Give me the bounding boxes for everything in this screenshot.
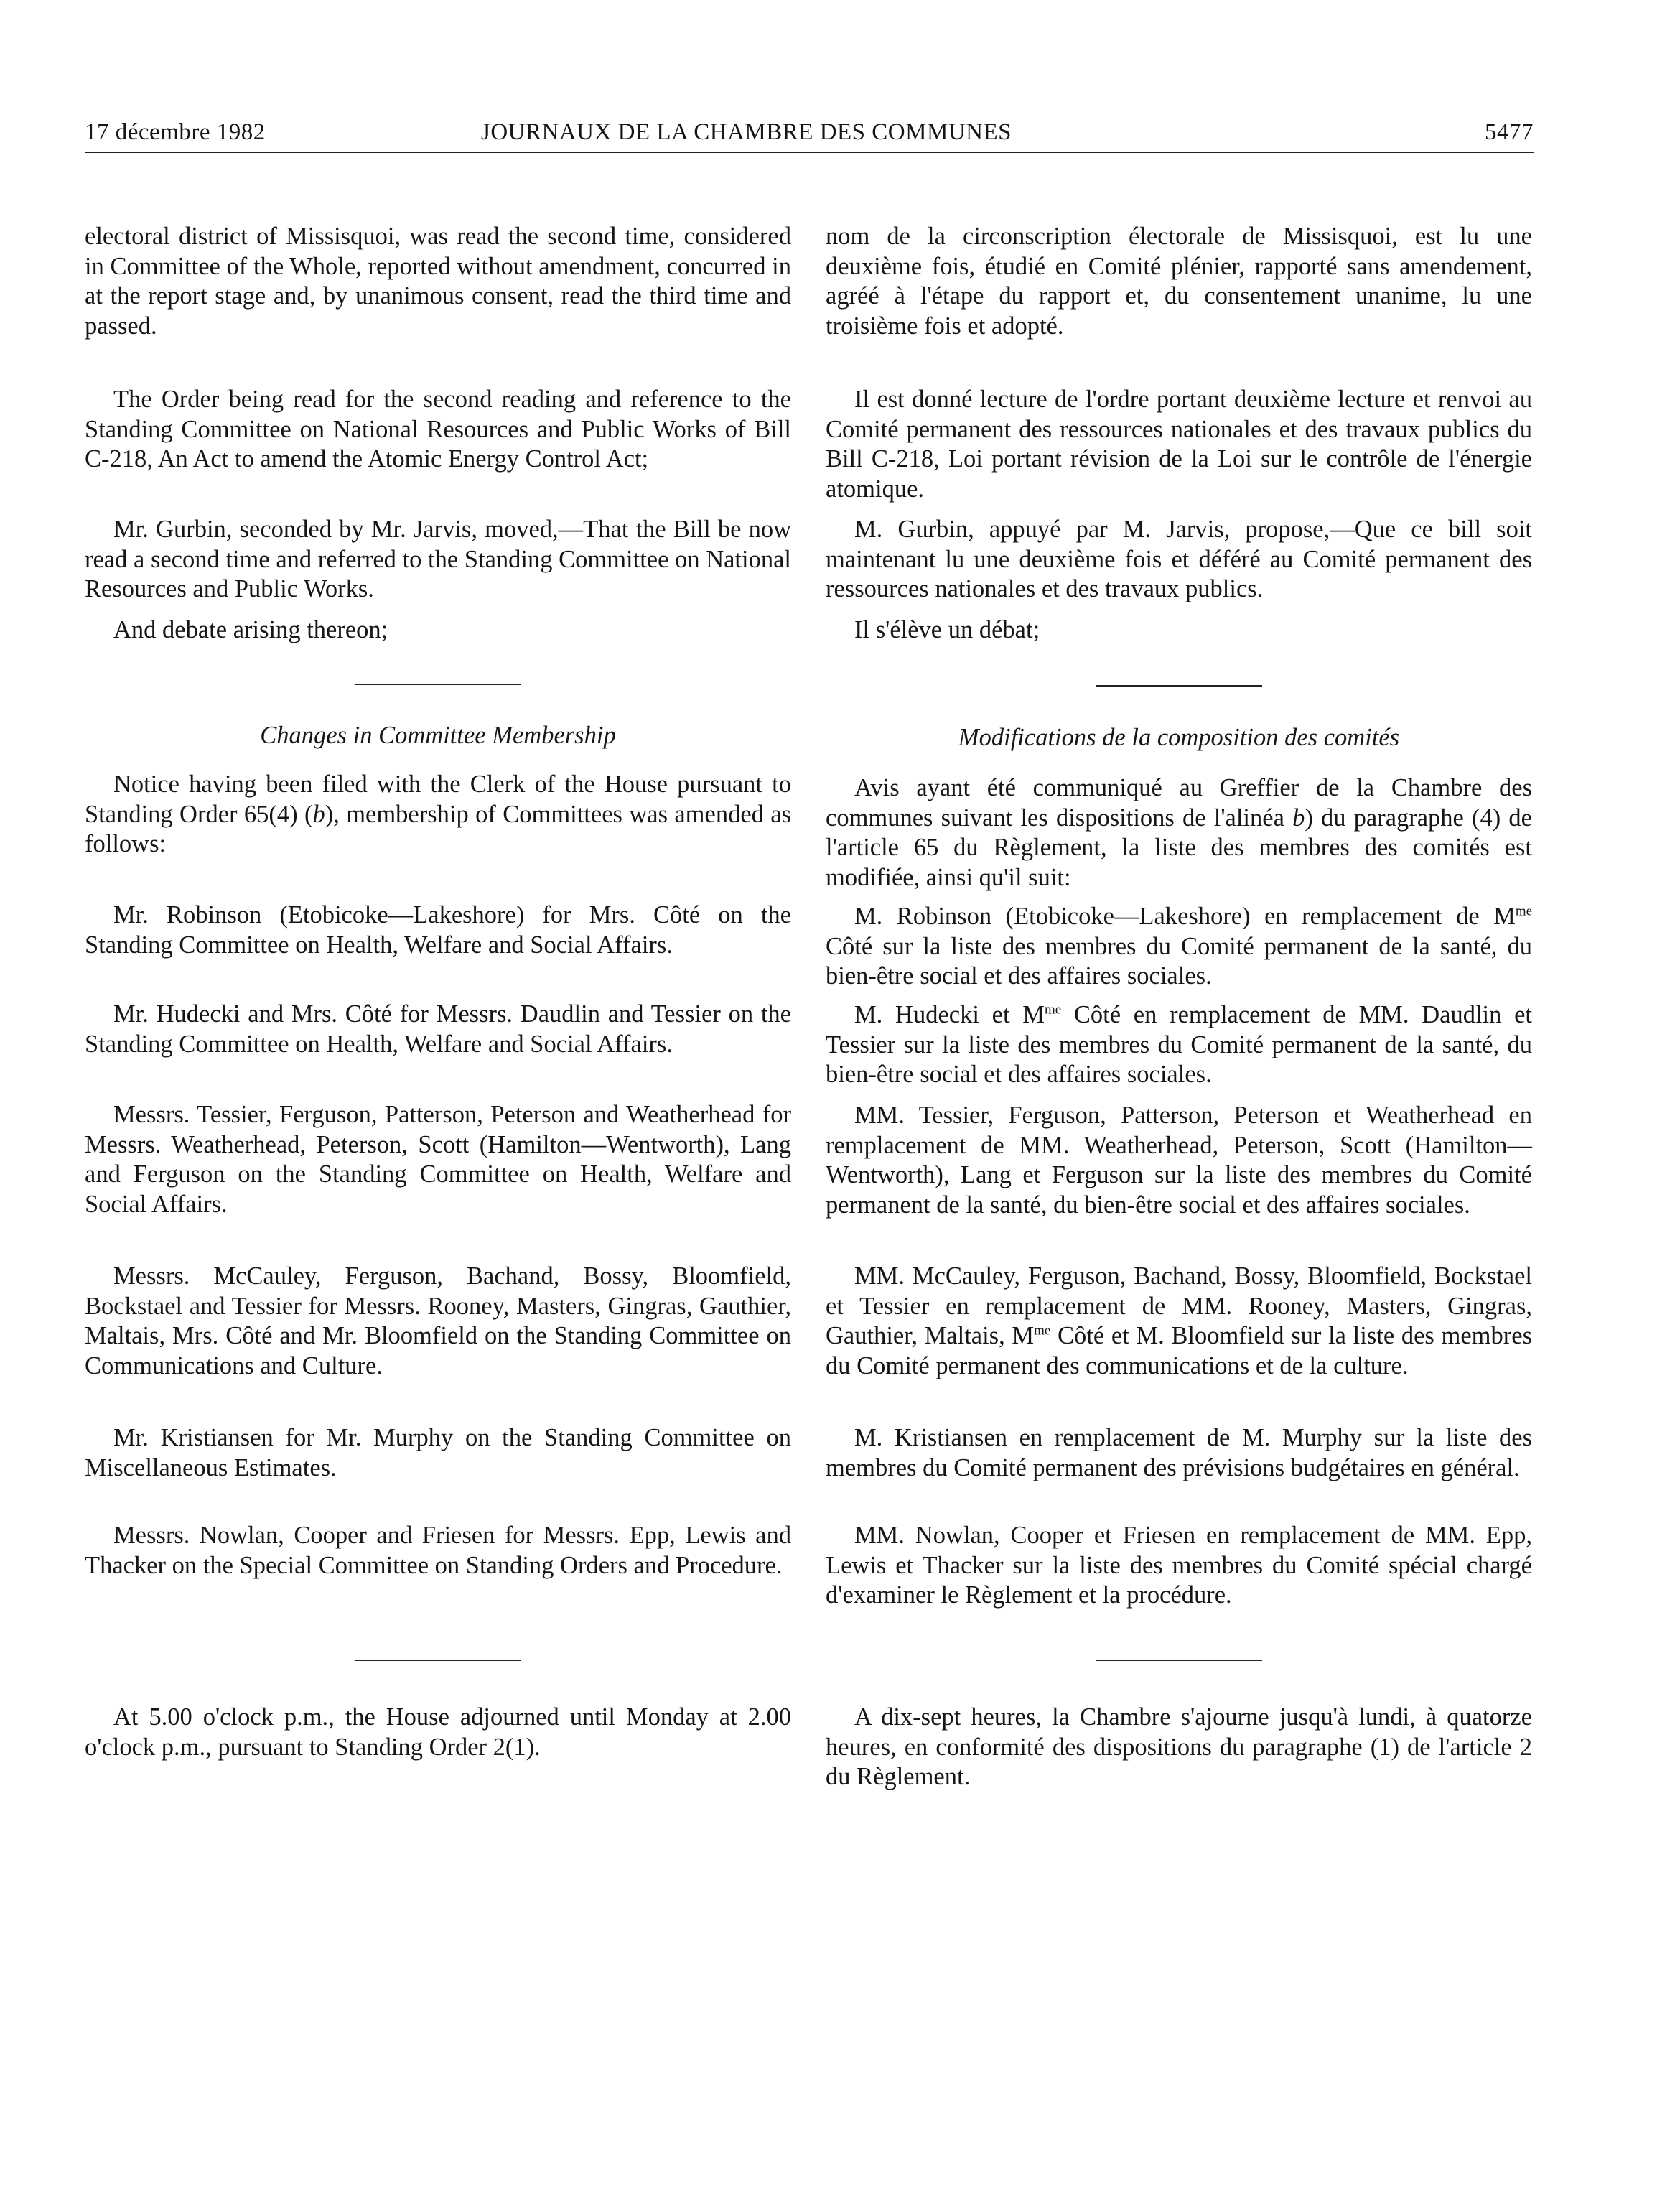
fr-gurbin-motion: M. Gurbin, appuyé par M. Jarvis, propose,—Que ce bill soit maintenant lu une deuxième fois et déféré au Comité permanent des ressources nationales et des travaux publics. bbox=[826, 516, 1532, 602]
header-title: JOURNAUX DE LA CHAMBRE DES COMMUNES bbox=[481, 119, 1012, 145]
en-separator-1 bbox=[355, 684, 521, 685]
en-adjourn-paragraph: At 5.00 o'clock p.m., the House adjourned until Monday at 2.00 o'clock p.m., pursuant to Standing Order 2(1). bbox=[85, 1703, 791, 1761]
en-separator-2 bbox=[355, 1660, 521, 1661]
fr-tessier-paragraph: MM. Tessier, Ferguson, Patterson, Peterson et Weatherhead en remplacement de MM. Weatherhead, Peterson, Scott (Hamilton—Wentworth), Lang et Ferguson sur la liste des membres du Comité permanent de la santé, du bien-être social et des affaires sociales. bbox=[826, 1102, 1532, 1219]
fr-missisquoi-paragraph: nom de la circonscription électorale de Missisquoi, est lu une deuxième fois, étudié en Comité plénier, rapporté sans amendement, agréé à l'étape du rapport et, du consentement unanime, lu une troisième fois et adopté. bbox=[826, 223, 1532, 340]
en-order-paragraph: The Order being read for the second reading and reference to the Standing Committee on National Resources and Public Works of Bill C-218, An Act to amend the Atomic Energy Control Act; bbox=[85, 386, 791, 473]
en-tessier-paragraph: Messrs. Tessier, Ferguson, Patterson, Peterson and Weatherhead for Messrs. Weatherhead, Peterson, Scott (Hamilton—Wentworth), Lang and Ferguson on the Standing Committee on Health, Welfare and Social Affairs. bbox=[85, 1101, 791, 1218]
en-nowlan-paragraph: Messrs. Nowlan, Cooper and Friesen for Messrs. Epp, Lewis and Thacker on the Special Committee on Standing Orders and Procedure. bbox=[85, 1522, 791, 1579]
fr-hudecki-paragraph: M. Hudecki et $M^{me}$ Côté en remplacement de MM. Daudlin et Tessier sur la liste des membres du Comité permanent de la santé, du bien-être social et des affaires sociales. bbox=[826, 1001, 1532, 1088]
en-mccauley-paragraph: Messrs. McCauley, Ferguson, Bachand, Bossy, Bloomfield, Bockstael and Tessier for Messrs. Rooney, Masters, Gingras, Gauthier, Maltais, Mrs. Côté and Mr. Bloomfield on the Standing Committee on Communications and Culture. bbox=[85, 1262, 791, 1379]
en-missisquoi-paragraph: electoral district of Missisquoi, was read the second time, considered in Committee of the Whole, reported without amendment, concurred in at the report stage and, by unanimous consent, read the third time and passed. bbox=[85, 223, 791, 340]
en-debate-paragraph: And debate arising thereon; bbox=[113, 616, 388, 643]
fr-adjourn-paragraph: A dix-sept heures, la Chambre s'ajourne jusqu'à lundi, à quatorze heures, en conformité des dispositions du paragraphe (1) de l'article 2 du Règlement. bbox=[826, 1703, 1532, 1790]
fr-separator-1 bbox=[1096, 685, 1262, 687]
en-gurbin-motion: Mr. Gurbin, seconded by Mr. Jarvis, moved,—That the Bill be now read a second time and referred to the Standing Committee on National Resources and Public Works. bbox=[85, 516, 791, 602]
en-notice-paragraph: Notice having been filed with the Clerk of the House pursuant to Standing Order 65(4) (b), membership of Committees was amended as follows: bbox=[85, 771, 792, 857]
fr-separator-2 bbox=[1096, 1660, 1262, 1661]
fr-nowlan-paragraph: MM. Nowlan, Cooper et Friesen en remplacement de MM. Epp, Lewis et Thacker sur la liste des membres du Comité spécial chargé d'examiner le Règlement et la procédure. bbox=[826, 1522, 1532, 1609]
fr-avis-paragraph: Avis ayant été communiqué au Greffier de la Chambre des communes suivant les dispositions de l'alinéa b) du paragraphe (4) de l'article 65 du Règlement, la liste des membres des comités est modifiée, ainsi qu'il suit: bbox=[826, 774, 1532, 891]
en-hudecki-paragraph: Mr. Hudecki and Mrs. Côté for Messrs. Daudlin and Tessier on the Standing Committee on Health, Welfare and Social Affairs. bbox=[85, 1000, 791, 1058]
fr-mccauley-paragraph: MM. McCauley, Ferguson, Bachand, Bossy, Bloomfield, Bockstael et Tessier en remplacement de MM. Rooney, Masters, Gingras, Gauthier, Maltais, $M^{me}$ Côté et M. Bloomfield sur la liste des membres du Comité permanent des communications et de la culture. bbox=[826, 1262, 1532, 1379]
fr-kristiansen-paragraph: M. Kristiansen en remplacement de M. Murphy sur la liste des membres du Comité permanent des prévisions budgétaires en général. bbox=[826, 1424, 1532, 1481]
fr-order-paragraph: Il est donné lecture de l'ordre portant deuxième lecture et renvoi au Comité permanent des ressources nationales et des travaux publics du Bill C-218, Loi portant révision de la Loi sur le contrôle de l'énergie atomique. bbox=[826, 386, 1532, 503]
header-rule bbox=[85, 152, 1534, 153]
header-page-number: 5477 bbox=[1485, 119, 1534, 145]
en-changes-heading: Changes in Committee Membership bbox=[260, 722, 616, 749]
page-header bbox=[85, 119, 1534, 154]
en-robinson-paragraph: Mr. Robinson (Etobicoke—Lakeshore) for Mrs. Côté on the Standing Committee on Health, Welfare and Social Affairs. bbox=[85, 901, 791, 959]
fr-changes-heading: Modifications de la composition des comités bbox=[958, 724, 1400, 751]
fr-debate-paragraph: Il s'élève un débat; bbox=[854, 616, 1040, 643]
en-kristiansen-paragraph: Mr. Kristiansen for Mr. Murphy on the Standing Committee on Miscellaneous Estimates. bbox=[85, 1424, 791, 1481]
header-date: 17 décembre 1982 bbox=[85, 119, 266, 145]
fr-robinson-paragraph: M. Robinson (Etobicoke—Lakeshore) en remplacement de $M^{me}$ Côté sur la liste des membres du Comité permanent de la santé, du bien-être social et des affaires sociales. bbox=[826, 903, 1532, 990]
